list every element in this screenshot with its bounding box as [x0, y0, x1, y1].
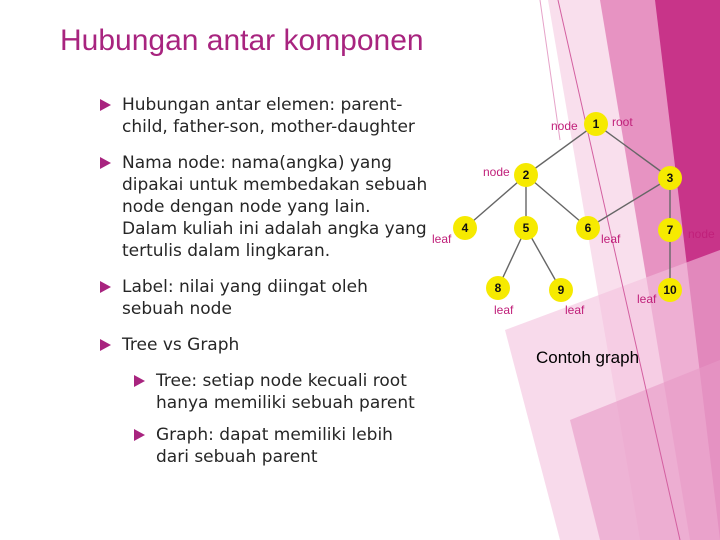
graph-node-4 — [453, 216, 477, 240]
label-node-1: node — [551, 119, 578, 133]
label-leaf-8: leaf — [494, 303, 514, 317]
bullet-text: Tree vs Graph — [122, 335, 240, 355]
label-leaf-10: leaf — [637, 292, 657, 306]
sub-bullet-text: Graph: dapat memiliki lebih dari sebuah parent — [156, 425, 393, 467]
graph-node-10 — [658, 278, 682, 302]
svg-text:4: 4 — [461, 221, 469, 235]
edge-3-6 — [588, 178, 670, 228]
graph-node-1 — [584, 112, 608, 136]
edge-2-6 — [526, 175, 588, 228]
bullet-text: Nama node: nama(angka) yang dipakai untuk membedakan sebuah node dengan node yang lain. Dalam kuliah ini adalah angka yang tertulis dalam lingkaran. — [122, 153, 428, 261]
graph-nodes — [453, 112, 682, 302]
bullet-text: Hubungan antar elemen: parent-child, father-son, mother-daughter — [122, 95, 415, 137]
graph-node-6 — [576, 216, 600, 240]
bullet-text: Label: nilai yang diingat oleh sebuah node — [122, 277, 368, 319]
graph-node-8 — [486, 276, 510, 300]
graph-node-2 — [514, 163, 538, 187]
svg-text:3: 3 — [666, 171, 674, 185]
svg-text:9: 9 — [557, 283, 565, 297]
svg-text:5: 5 — [522, 221, 530, 235]
sub-bullet-text: Tree: setiap node kecuali root hanya memiliki sebuah parent — [156, 371, 415, 413]
graph-caption: Contoh graph — [536, 348, 640, 367]
graph-node-9 — [549, 278, 573, 302]
svg-text:8: 8 — [494, 281, 502, 295]
label-node-7: node — [688, 227, 715, 241]
svg-text:2: 2 — [522, 168, 530, 182]
edge-1-3 — [596, 124, 670, 178]
label-leaf-9: leaf — [565, 303, 585, 317]
svg-text:6: 6 — [584, 221, 592, 235]
label-leaf-4: leaf — [432, 232, 452, 246]
svg-text:10: 10 — [663, 283, 677, 297]
label-node-2: node — [483, 165, 510, 179]
svg-text:7: 7 — [666, 223, 674, 237]
graph-edges — [465, 124, 670, 290]
edge-2-4 — [465, 175, 526, 228]
graph-node-5 — [514, 216, 538, 240]
label-root: root — [612, 115, 633, 129]
label-leaf-6: leaf — [601, 232, 621, 246]
graph-node-3 — [658, 166, 682, 190]
graph-node-7 — [658, 218, 682, 242]
svg-text:1: 1 — [592, 117, 600, 131]
page-title: Hubungan antar komponen — [60, 24, 424, 57]
